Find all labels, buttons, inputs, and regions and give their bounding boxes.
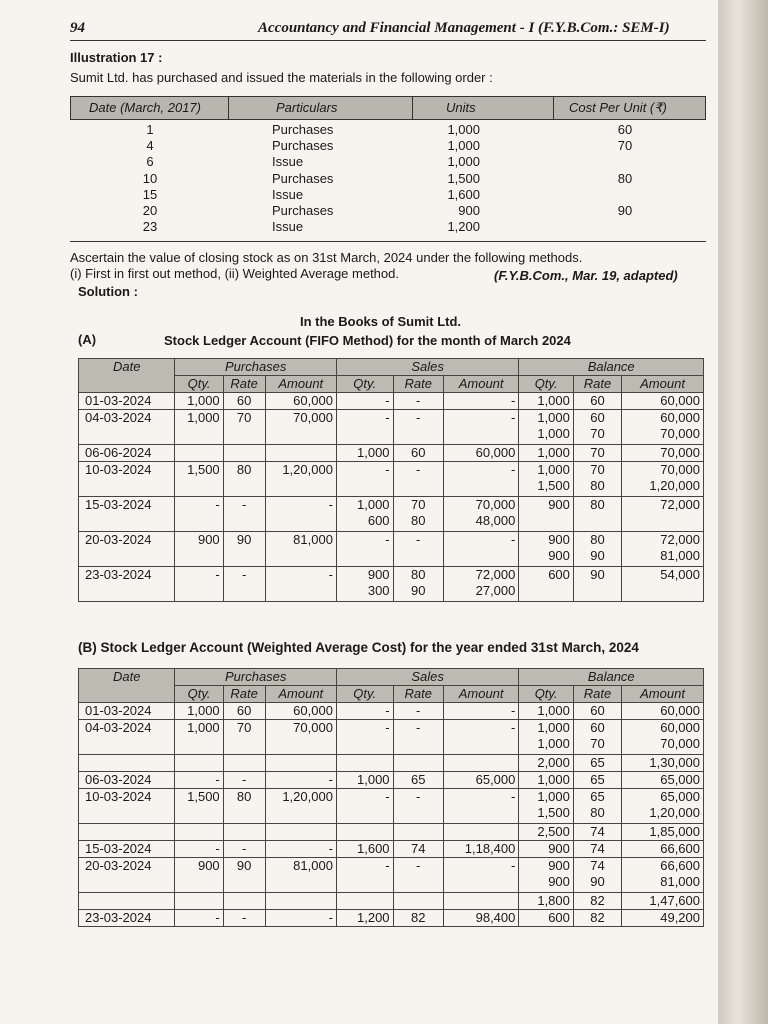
question-line2: (i) First in first out method, (ii) Weighted Average method. <box>70 266 399 281</box>
cell-date <box>79 824 175 841</box>
cell-b-qty: 1,000 1,000 <box>519 720 574 755</box>
cell-b-rate: 60 <box>573 703 621 720</box>
cell-s-rate: 80 90 <box>393 567 443 602</box>
cell-b-qty: 2,000 <box>519 755 574 772</box>
cell-p-amt: - <box>265 567 336 602</box>
cell-b-qty: 1,000 <box>519 445 574 462</box>
cell-p-qty: 1,000 <box>175 410 223 445</box>
cell-b-amt: 60,000 70,000 <box>622 720 704 755</box>
cell-s-amt: 72,000 27,000 <box>443 567 519 602</box>
cell-p-rate: - <box>223 910 265 927</box>
cell-b-amt: 49,200 <box>622 910 704 927</box>
cell-b-rate: 74 90 <box>573 858 621 893</box>
cell-b-amt: 70,000 <box>622 445 704 462</box>
cell-s-qty: - <box>336 410 393 445</box>
sub-header: Rate <box>223 376 265 393</box>
sub-header: Amount <box>443 376 519 393</box>
sub-header: Qty. <box>336 686 393 703</box>
illustration-table-header <box>70 96 706 120</box>
header-balance: Balance <box>519 359 704 376</box>
sub-header: Qty. <box>519 376 574 393</box>
cell-b-rate: 65 80 <box>573 789 621 824</box>
cell-s-amt <box>443 824 519 841</box>
source-note: (F.Y.B.Com., Mar. 19, adapted) <box>494 268 678 283</box>
running-header <box>70 14 710 42</box>
ledger-row <box>79 789 704 824</box>
cell-s-rate <box>393 755 443 772</box>
sub-header: Rate <box>573 686 621 703</box>
ledger-row <box>79 393 704 410</box>
sub-header: Qty. <box>519 686 574 703</box>
cell-b-amt: 60,000 70,000 <box>622 410 704 445</box>
cell-date: 10-03-2024 <box>79 462 175 497</box>
cell-p-rate: 80 <box>223 789 265 824</box>
ledger-row <box>79 824 704 841</box>
cell-date <box>79 893 175 910</box>
illustration-particulars: Purchases Purchases Issue Purchases Issue Purchases Issue <box>272 122 334 235</box>
cell-b-amt: 1,85,000 <box>622 824 704 841</box>
cell-p-rate: - <box>223 772 265 789</box>
header-purchases: Purchases <box>175 669 336 686</box>
cell-p-qty <box>175 755 223 772</box>
cell-p-rate: - <box>223 841 265 858</box>
cell-b-rate: 82 <box>573 910 621 927</box>
cell-s-rate: - <box>393 410 443 445</box>
cell-s-rate: 60 <box>393 445 443 462</box>
cell-s-rate: - <box>393 720 443 755</box>
cell-b-rate: 74 <box>573 824 621 841</box>
sub-header: Rate <box>223 686 265 703</box>
cell-s-amt: - <box>443 410 519 445</box>
illustration-cost: 60 70 80 90 <box>617 122 633 219</box>
col-date: Date (March, 2017) <box>89 100 201 115</box>
question-line1: Ascertain the value of closing stock as on 31st March, 2024 under the following methods. <box>70 250 583 265</box>
cell-s-amt: - <box>443 393 519 410</box>
cell-p-qty: 1,500 <box>175 462 223 497</box>
sub-header: Amount <box>443 686 519 703</box>
cell-s-amt: 70,000 48,000 <box>443 497 519 532</box>
cell-s-qty: 1,600 <box>336 841 393 858</box>
cell-s-amt: - <box>443 858 519 893</box>
cell-s-amt: - <box>443 789 519 824</box>
sub-header: Qty. <box>175 686 223 703</box>
cell-s-qty: 1,000 600 <box>336 497 393 532</box>
cell-s-qty: - <box>336 703 393 720</box>
cell-b-rate: 80 90 <box>573 532 621 567</box>
cell-s-qty: 1,000 <box>336 445 393 462</box>
ledger-row <box>79 410 704 445</box>
ledger-row <box>79 772 704 789</box>
cell-b-rate: 65 <box>573 755 621 772</box>
header-sales: Sales <box>336 669 518 686</box>
cell-p-qty: - <box>175 567 223 602</box>
cell-p-amt: 81,000 <box>265 532 336 567</box>
illustration-units: 1,000 1,000 1,000 1,500 1,600 900 1,200 <box>447 122 480 235</box>
illustration-table <box>70 96 706 242</box>
cell-p-rate: 60 <box>223 703 265 720</box>
header-date: Date <box>79 359 175 393</box>
cell-date: 06-06-2024 <box>79 445 175 462</box>
cell-date: 10-03-2024 <box>79 789 175 824</box>
ledger-row <box>79 703 704 720</box>
cell-s-amt: - <box>443 532 519 567</box>
header-date: Date <box>79 669 175 703</box>
cell-p-amt: - <box>265 841 336 858</box>
cell-p-qty: 1,000 <box>175 393 223 410</box>
wac-title: (B) Stock Ledger Account (Weighted Average Cost) for the year ended 31st March, 2024 <box>78 640 639 655</box>
col-divider <box>553 96 554 120</box>
cell-s-qty: 900 300 <box>336 567 393 602</box>
cell-s-qty: - <box>336 720 393 755</box>
ledger-row <box>79 858 704 893</box>
cell-b-rate: 70 <box>573 445 621 462</box>
ledger-row <box>79 462 704 497</box>
cell-p-amt: 60,000 <box>265 703 336 720</box>
cell-b-amt: 65,000 <box>622 772 704 789</box>
cell-p-rate: 70 <box>223 410 265 445</box>
cell-p-amt: 1,20,000 <box>265 789 336 824</box>
cell-s-rate: 82 <box>393 910 443 927</box>
cell-s-rate: - <box>393 532 443 567</box>
cell-b-amt: 60,000 <box>622 703 704 720</box>
cell-b-rate: 90 <box>573 567 621 602</box>
cell-b-rate: 74 <box>573 841 621 858</box>
cell-b-qty: 600 <box>519 910 574 927</box>
cell-date: 20-03-2024 <box>79 858 175 893</box>
cell-s-qty <box>336 893 393 910</box>
fifo-ledger-table <box>78 358 704 602</box>
cell-b-rate: 70 80 <box>573 462 621 497</box>
ledger-row <box>79 497 704 532</box>
cell-b-qty: 1,000 <box>519 393 574 410</box>
cell-p-qty: - <box>175 497 223 532</box>
cell-s-rate: 74 <box>393 841 443 858</box>
fifo-ledger-body <box>79 393 704 602</box>
cell-p-rate <box>223 893 265 910</box>
illustration-dates: 1 4 6 10 15 20 23 <box>142 122 158 235</box>
cell-b-qty: 900 900 <box>519 858 574 893</box>
sub-header: Amount <box>265 376 336 393</box>
sub-header: Rate <box>393 376 443 393</box>
cell-p-amt <box>265 445 336 462</box>
cell-p-qty: - <box>175 772 223 789</box>
cell-s-rate: - <box>393 858 443 893</box>
ledger-row <box>79 755 704 772</box>
ledger-row <box>79 445 704 462</box>
books-title: In the Books of Sumit Ltd. <box>300 314 462 329</box>
cell-b-qty: 1,800 <box>519 893 574 910</box>
cell-p-amt: 1,20,000 <box>265 462 336 497</box>
cell-s-rate: - <box>393 789 443 824</box>
cell-s-qty <box>336 755 393 772</box>
cell-s-qty: - <box>336 532 393 567</box>
cell-s-amt: - <box>443 703 519 720</box>
sub-header: Amount <box>622 376 704 393</box>
cell-s-rate: - <box>393 703 443 720</box>
cell-p-qty: - <box>175 910 223 927</box>
col-units: Units <box>446 100 476 115</box>
cell-s-qty <box>336 824 393 841</box>
cell-date: 04-03-2024 <box>79 410 175 445</box>
cell-p-rate: 60 <box>223 393 265 410</box>
cell-b-rate: 65 <box>573 772 621 789</box>
header-rule <box>70 40 706 41</box>
cell-b-qty: 1,000 1,000 <box>519 410 574 445</box>
sub-header: Amount <box>265 686 336 703</box>
header-purchases: Purchases <box>175 359 336 376</box>
running-title: Accountancy and Financial Management - I (F.Y.B.Com.: SEM-I) <box>258 20 670 36</box>
ledger-row <box>79 841 704 858</box>
cell-b-qty: 2,500 <box>519 824 574 841</box>
fifo-label: (A) <box>78 332 97 347</box>
cell-p-rate: 90 <box>223 532 265 567</box>
page-edge <box>718 0 768 1024</box>
cell-date <box>79 755 175 772</box>
cell-b-amt: 70,000 1,20,000 <box>622 462 704 497</box>
sub-header: Rate <box>393 686 443 703</box>
cell-p-amt <box>265 893 336 910</box>
cell-s-qty: - <box>336 462 393 497</box>
cell-s-amt: 60,000 <box>443 445 519 462</box>
cell-date: 23-03-2024 <box>79 567 175 602</box>
wac-ledger-body <box>79 703 704 927</box>
cell-date: 06-03-2024 <box>79 772 175 789</box>
ledger-row <box>79 720 704 755</box>
cell-p-rate: - <box>223 497 265 532</box>
cell-date: 23-03-2024 <box>79 910 175 927</box>
cell-s-amt: 1,18,400 <box>443 841 519 858</box>
cell-b-amt: 54,000 <box>622 567 704 602</box>
cell-p-rate: 70 <box>223 720 265 755</box>
cell-p-rate: 90 <box>223 858 265 893</box>
table-bottom-rule <box>70 241 706 242</box>
cell-s-rate <box>393 893 443 910</box>
cell-s-amt: - <box>443 462 519 497</box>
cell-b-amt: 60,000 <box>622 393 704 410</box>
cell-p-amt: - <box>265 497 336 532</box>
cell-p-qty <box>175 445 223 462</box>
header-balance: Balance <box>519 669 704 686</box>
cell-date: 01-03-2024 <box>79 393 175 410</box>
cell-p-qty: 900 <box>175 858 223 893</box>
cell-s-qty: 1,000 <box>336 772 393 789</box>
sub-header: Rate <box>573 376 621 393</box>
illustration-intro: Sumit Ltd. has purchased and issued the materials in the following order : <box>70 70 493 85</box>
cell-p-qty: 1,000 <box>175 703 223 720</box>
cell-p-amt: 70,000 <box>265 410 336 445</box>
cell-b-rate: 80 <box>573 497 621 532</box>
cell-b-qty: 900 <box>519 841 574 858</box>
illustration-label: Illustration 17 : <box>70 50 163 65</box>
cell-s-qty: 1,200 <box>336 910 393 927</box>
cell-p-qty: - <box>175 841 223 858</box>
col-cost: Cost Per Unit (₹) <box>569 100 667 115</box>
wac-ledger-table <box>78 668 704 927</box>
cell-b-amt: 66,600 <box>622 841 704 858</box>
sub-header: Amount <box>622 686 704 703</box>
cell-p-qty <box>175 893 223 910</box>
cell-b-qty: 900 900 <box>519 532 574 567</box>
ledger-row <box>79 532 704 567</box>
fifo-title: Stock Ledger Account (FIFO Method) for the month of March 2024 <box>164 333 571 348</box>
cell-s-amt: 65,000 <box>443 772 519 789</box>
header-sales: Sales <box>336 359 518 376</box>
cell-p-amt: 60,000 <box>265 393 336 410</box>
cell-b-qty: 1,000 1,500 <box>519 462 574 497</box>
cell-p-qty: 1,000 <box>175 720 223 755</box>
col-particulars: Particulars <box>276 100 338 115</box>
cell-b-amt: 72,000 81,000 <box>622 532 704 567</box>
cell-p-rate: 80 <box>223 462 265 497</box>
col-divider <box>228 96 229 120</box>
col-divider <box>412 96 413 120</box>
cell-p-amt <box>265 824 336 841</box>
cell-date: 20-03-2024 <box>79 532 175 567</box>
cell-b-rate: 60 <box>573 393 621 410</box>
cell-p-amt <box>265 755 336 772</box>
cell-s-amt: 98,400 <box>443 910 519 927</box>
cell-b-qty: 600 <box>519 567 574 602</box>
cell-s-rate: - <box>393 462 443 497</box>
cell-b-amt: 65,000 1,20,000 <box>622 789 704 824</box>
sub-header: Qty. <box>336 376 393 393</box>
cell-s-amt <box>443 893 519 910</box>
sub-header: Qty. <box>175 376 223 393</box>
cell-s-qty: - <box>336 393 393 410</box>
cell-s-rate: - <box>393 393 443 410</box>
cell-b-amt: 1,30,000 <box>622 755 704 772</box>
cell-p-amt: - <box>265 772 336 789</box>
ledger-row <box>79 910 704 927</box>
cell-p-qty: 1,500 <box>175 789 223 824</box>
ledger-row <box>79 567 704 602</box>
cell-p-qty: 900 <box>175 532 223 567</box>
cell-p-amt: 81,000 <box>265 858 336 893</box>
cell-b-qty: 900 <box>519 497 574 532</box>
cell-b-amt: 1,47,600 <box>622 893 704 910</box>
cell-s-amt: - <box>443 720 519 755</box>
cell-s-rate <box>393 824 443 841</box>
cell-date: 15-03-2024 <box>79 497 175 532</box>
cell-s-rate: 70 80 <box>393 497 443 532</box>
cell-date: 15-03-2024 <box>79 841 175 858</box>
cell-b-qty: 1,000 <box>519 772 574 789</box>
cell-s-qty: - <box>336 858 393 893</box>
cell-date: 01-03-2024 <box>79 703 175 720</box>
cell-s-qty: - <box>336 789 393 824</box>
cell-date: 04-03-2024 <box>79 720 175 755</box>
cell-s-amt <box>443 755 519 772</box>
cell-b-qty: 1,000 1,500 <box>519 789 574 824</box>
cell-p-rate <box>223 824 265 841</box>
cell-b-rate: 82 <box>573 893 621 910</box>
cell-b-qty: 1,000 <box>519 703 574 720</box>
ledger-row <box>79 893 704 910</box>
cell-p-amt: 70,000 <box>265 720 336 755</box>
cell-b-rate: 60 70 <box>573 410 621 445</box>
cell-p-qty <box>175 824 223 841</box>
cell-b-rate: 60 70 <box>573 720 621 755</box>
page-number: 94 <box>70 20 85 36</box>
cell-p-amt: - <box>265 910 336 927</box>
cell-p-rate: - <box>223 567 265 602</box>
cell-p-rate <box>223 445 265 462</box>
cell-p-rate <box>223 755 265 772</box>
solution-label: Solution : <box>78 284 138 299</box>
cell-b-amt: 66,600 81,000 <box>622 858 704 893</box>
cell-s-rate: 65 <box>393 772 443 789</box>
cell-b-amt: 72,000 <box>622 497 704 532</box>
